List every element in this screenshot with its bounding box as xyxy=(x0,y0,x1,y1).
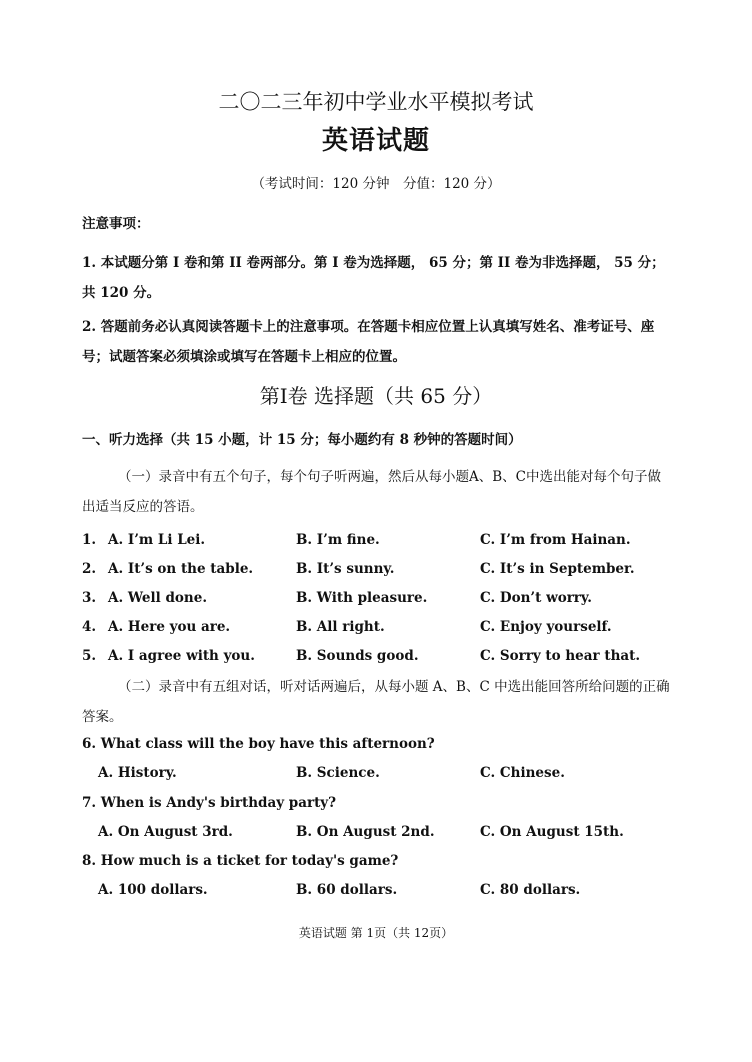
option-c: C. On August 15th. xyxy=(480,824,624,840)
question-text: 8. How much is a ticket for today's game? xyxy=(82,853,399,869)
note-item-2: 2. 答题前务必认真阅读答题卡上的注意事项。在答题卡相应位置上认真填写姓名、准考证号、座号；试题答案必须填涂或填写在答题卡上相应的位置。 xyxy=(82,319,655,365)
part1-heading: 一、听力选择（共 15 小题，计 15 分；每小题约有 8 秒钟的答题时间） xyxy=(82,432,522,448)
option-b: B. With pleasure. xyxy=(296,590,428,606)
item-number: 2. xyxy=(82,561,97,577)
option-b: B. I’m fine. xyxy=(296,532,380,548)
option-a: A. Here you are. xyxy=(108,619,231,635)
option-b: B. All right. xyxy=(296,619,385,635)
option-c: C. It’s in September. xyxy=(480,561,635,577)
item-number: 5. xyxy=(82,648,97,664)
item-number: 4. xyxy=(82,619,97,635)
option-a: A. I’m Li Lei. xyxy=(108,532,206,548)
option-c: C. Don’t worry. xyxy=(480,590,592,606)
option-a: A. Well done. xyxy=(108,590,208,606)
page-footer: 英语试题 第 1页（共 12页） xyxy=(298,926,454,940)
option-c: C. Enjoy yourself. xyxy=(480,619,612,635)
option-a: A. It’s on the table. xyxy=(108,561,254,577)
option-c: C. 80 dollars. xyxy=(480,882,581,898)
sub1-instruction: （一）录音中有五个句子，每个句子听两遍，然后从每小题A、B、C中选出能对每个句子做出适当反应的答语。 xyxy=(82,469,661,515)
section-title: 第Ⅰ卷 选择题（共 65 分） xyxy=(259,384,493,408)
exam-title: 二〇二三年初中学业水平模拟考试 xyxy=(218,90,534,114)
option-c: C. I’m from Hainan. xyxy=(480,532,631,548)
option-c: C. Sorry to hear that. xyxy=(480,648,641,664)
item-number: 1. xyxy=(82,532,97,548)
option-b: B. Sounds good. xyxy=(296,648,419,664)
item-number: 3. xyxy=(82,590,97,606)
option-a: A. On August 3rd. xyxy=(98,824,233,840)
option-a: A. I agree with you. xyxy=(108,648,255,664)
option-b: B. On August 2nd. xyxy=(296,824,435,840)
notes-heading: 注意事项： xyxy=(82,216,150,232)
option-b: B. 60 dollars. xyxy=(296,882,398,898)
sub2-instruction: （二）录音中有五组对话，听对话两遍后，从每小题 A、B、C 中选出能回答所给问题的正确答案。 xyxy=(82,679,670,725)
option-b: B. It’s sunny. xyxy=(296,561,395,577)
option-a: A. History. xyxy=(98,765,177,781)
option-b: B. Science. xyxy=(296,765,380,781)
exam-info: （考试时间：120 分钟 分值：120 分） xyxy=(251,176,501,192)
subject-title: 英语试题 xyxy=(321,126,430,156)
note-item-1: 1. 本试题分第 I 卷和第 II 卷两部分。第 I 卷为选择题， 65 分；第 II 卷为非选择题， 55 分；共 120 分。 xyxy=(82,255,665,301)
option-a: A. 100 dollars. xyxy=(98,882,208,898)
option-c: C. Chinese. xyxy=(480,765,565,781)
question-text: 6. What class will the boy have this afternoon? xyxy=(82,736,435,752)
question-text: 7. When is Andy's birthday party? xyxy=(82,795,337,811)
